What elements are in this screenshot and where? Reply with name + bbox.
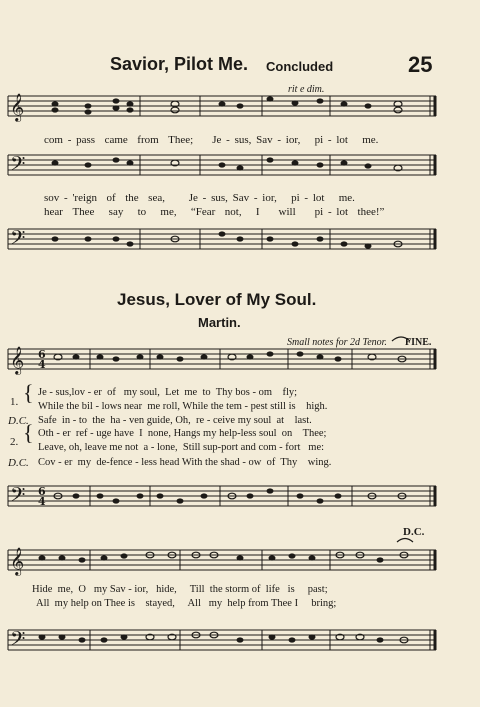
verse-brace-2: { [23, 420, 34, 445]
svg-text:𝄢: 𝄢 [10, 226, 26, 254]
staff-5 [8, 486, 436, 506]
page-number: 25 [408, 52, 433, 77]
hymn2-title: Jesus, Lover of My Soul. [117, 290, 317, 309]
svg-text:𝄢: 𝄢 [10, 627, 26, 655]
dc-line-1: Safe in - to the ha - ven guide, Oh, re - ceive my soul at last. [38, 415, 312, 426]
svg-text:𝄢: 𝄢 [10, 152, 26, 180]
verse2-line-b: Leave, oh, leave me not a - lone, Still sup-port and com - fort me: [38, 442, 325, 453]
svg-text:6: 6 [38, 485, 46, 498]
staff-6 [8, 550, 436, 570]
dc-mark: D.C. [403, 526, 425, 538]
verse1-line-a: Je - sus,lov - er of my soul, Let me to Thy bos - om fly; [38, 387, 298, 398]
hymn1-status: Concluded [266, 59, 334, 74]
staff-4 [8, 349, 436, 369]
hymn1-title: Savior, Pilot Me. [110, 54, 249, 74]
chorus-line-1: Hide me, O my Sav - ior, hide, Till the storm of life is past; [32, 584, 328, 595]
hymn1-lyric-line2: sov - 'reign of the sea, Je - sus, Sav - ior, pi - lot me. [44, 192, 355, 204]
verse-number-1: 1. [10, 396, 19, 408]
dc-label-1: D.C. [8, 415, 29, 427]
verse1-line-b: While the bil - lows near me roll, While the tem - pest still is high. [38, 401, 328, 412]
svg-text:𝄞: 𝄞 [10, 547, 25, 575]
svg-text:𝄞: 𝄞 [10, 93, 25, 121]
verse-brace-1: { [23, 380, 34, 405]
verse2-line-a: Oth - er ref - uge have I none, Hangs my help-less soul on Thee; [38, 428, 327, 439]
tenor-note: Small notes for 2d Tenor. [287, 337, 387, 348]
hymn1-lyric-line1: com - pass came from Thee; Je - sus, Sav - ior, pi - lot me. [44, 134, 379, 146]
chorus-line-2: All my help on Thee is stayed, All my help from Thee I bring; [36, 598, 337, 609]
hymn1-lyric-line3: hear Thee say to me, “Fear not, I will pi - lot thee!” [44, 206, 385, 218]
hymn2-tune: Martin. [198, 315, 241, 330]
svg-text:6: 6 [38, 348, 46, 361]
dc-line-2: Cov - er my de-fence - less head With the shad - ow of Thy wing. [38, 457, 332, 468]
staff-7 [8, 630, 436, 650]
verse-number-2: 2. [10, 436, 19, 448]
svg-text:4: 4 [38, 495, 46, 508]
fine-mark: FINE. [405, 337, 432, 348]
svg-text:4: 4 [38, 358, 46, 371]
dc-label-2: D.C. [8, 457, 29, 469]
tempo-marking: rit e dim. [288, 84, 325, 95]
svg-text:𝄞: 𝄞 [10, 346, 25, 374]
svg-text:𝄢: 𝄢 [10, 483, 26, 511]
